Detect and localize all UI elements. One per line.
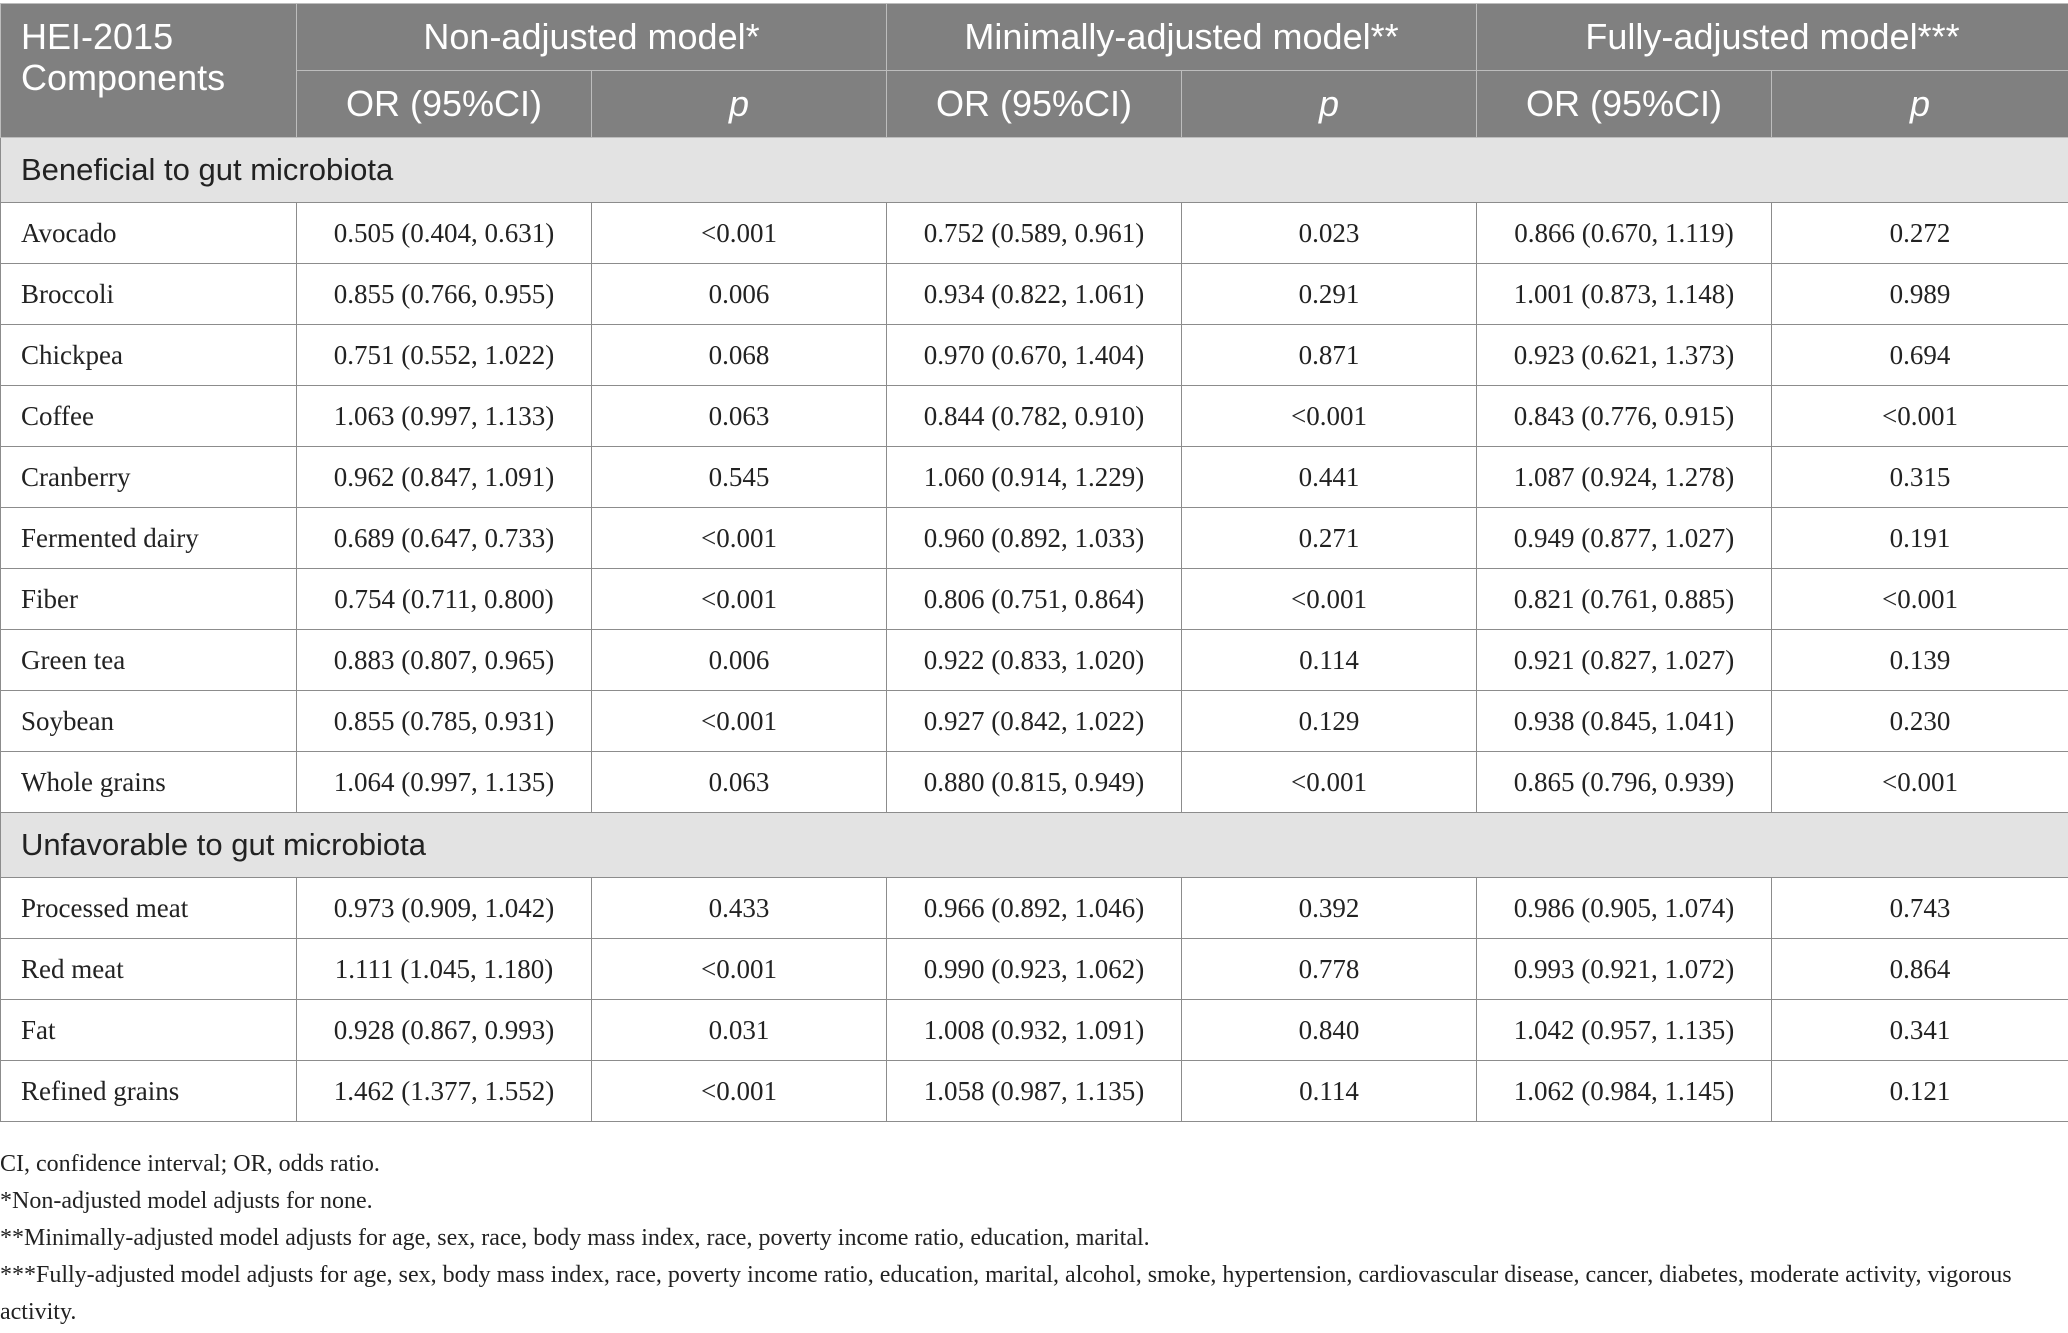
header-non-adjusted: Non-adjusted model* — [297, 4, 887, 71]
odds-ratio-cell: 1.058 (0.987, 1.135) — [887, 1061, 1182, 1122]
p-value-cell: <0.001 — [1772, 386, 2068, 447]
p-value-cell: 0.871 — [1182, 325, 1477, 386]
table-row — [1, 752, 2068, 813]
odds-ratio-cell: 1.042 (0.957, 1.135) — [1477, 1000, 1772, 1061]
odds-ratio-cell: 0.866 (0.670, 1.119) — [1477, 203, 1772, 264]
p-value-cell: 0.023 — [1182, 203, 1477, 264]
p-value-cell: 0.114 — [1182, 1061, 1477, 1122]
table-row — [1, 203, 2068, 264]
p-value-cell: 0.315 — [1772, 447, 2068, 508]
component-name: Soybean — [1, 691, 297, 752]
footnote-non-adjusted: *Non-adjusted model adjusts for none. — [0, 1188, 373, 1214]
component-name: Cranberry — [1, 447, 297, 508]
p-value-cell: 0.743 — [1772, 878, 2068, 939]
p-value-cell: 0.840 — [1182, 1000, 1477, 1061]
odds-ratio-cell: 0.754 (0.711, 0.800) — [297, 569, 592, 630]
table-row — [1, 386, 2068, 447]
odds-ratio-cell: 1.462 (1.377, 1.552) — [297, 1061, 592, 1122]
table-row — [1, 1061, 2068, 1122]
odds-ratio-cell: 0.921 (0.827, 1.027) — [1477, 630, 1772, 691]
odds-ratio-cell: 0.883 (0.807, 0.965) — [297, 630, 592, 691]
p-value-cell: 0.006 — [592, 630, 887, 691]
section-title: Unfavorable to gut microbiota — [1, 813, 2068, 878]
odds-ratio-cell: 0.966 (0.892, 1.046) — [887, 878, 1182, 939]
p-value-cell: <0.001 — [1182, 569, 1477, 630]
odds-ratio-cell: 0.752 (0.589, 0.961) — [887, 203, 1182, 264]
p-value-cell: <0.001 — [1182, 752, 1477, 813]
p-value-cell: 0.191 — [1772, 508, 2068, 569]
p-value-cell: 0.031 — [592, 1000, 887, 1061]
header-components: HEI-2015 Components — [1, 4, 297, 138]
component-name: Fermented dairy — [1, 508, 297, 569]
odds-ratio-cell: 0.938 (0.845, 1.041) — [1477, 691, 1772, 752]
odds-ratio-cell: 1.063 (0.997, 1.133) — [297, 386, 592, 447]
odds-ratio-cell: 0.865 (0.796, 0.939) — [1477, 752, 1772, 813]
odds-ratio-cell: 0.923 (0.621, 1.373) — [1477, 325, 1772, 386]
odds-ratio-cell: 0.990 (0.923, 1.062) — [887, 939, 1182, 1000]
p-value-cell: 0.441 — [1182, 447, 1477, 508]
odds-ratio-cell: 0.844 (0.782, 0.910) — [887, 386, 1182, 447]
odds-ratio-cell: 0.986 (0.905, 1.074) — [1477, 878, 1772, 939]
p-value-cell: <0.001 — [1772, 752, 2068, 813]
p-value-cell: <0.001 — [1182, 386, 1477, 447]
header-or: OR (95%CI) — [297, 71, 592, 138]
p-value-cell: 0.778 — [1182, 939, 1477, 1000]
table-row — [1, 691, 2068, 752]
odds-ratio-cell: 1.111 (1.045, 1.180) — [297, 939, 592, 1000]
section-title: Beneficial to gut microbiota — [1, 138, 2068, 203]
table-row — [1, 325, 2068, 386]
table-row — [1, 939, 2068, 1000]
odds-ratio-cell: 0.973 (0.909, 1.042) — [297, 878, 592, 939]
p-value-cell: 0.272 — [1772, 203, 2068, 264]
header-p: p — [592, 71, 887, 138]
odds-ratio-cell: 0.962 (0.847, 1.091) — [297, 447, 592, 508]
odds-ratio-cell: 0.821 (0.761, 0.885) — [1477, 569, 1772, 630]
table-body — [1, 138, 2068, 1122]
p-value-cell: 0.068 — [592, 325, 887, 386]
table-row — [1, 447, 2068, 508]
footnote-abbreviations: CI, confidence interval; OR, odds ratio. — [0, 1151, 380, 1177]
p-value-cell: 0.545 — [592, 447, 887, 508]
odds-ratio-cell: 0.993 (0.921, 1.072) — [1477, 939, 1772, 1000]
p-value-cell: 0.271 — [1182, 508, 1477, 569]
p-value-cell: 0.230 — [1772, 691, 2068, 752]
p-value-cell: <0.001 — [592, 569, 887, 630]
header-p: p — [1772, 71, 2068, 138]
odds-ratio-cell: 0.949 (0.877, 1.027) — [1477, 508, 1772, 569]
odds-ratio-cell: 1.060 (0.914, 1.229) — [887, 447, 1182, 508]
odds-ratio-cell: 0.960 (0.892, 1.033) — [887, 508, 1182, 569]
table-row — [1, 630, 2068, 691]
odds-ratio-cell: 1.087 (0.924, 1.278) — [1477, 447, 1772, 508]
odds-ratio-cell: 0.934 (0.822, 1.061) — [887, 264, 1182, 325]
table-row — [1, 878, 2068, 939]
component-name: Processed meat — [1, 878, 297, 939]
odds-ratio-cell: 1.062 (0.984, 1.145) — [1477, 1061, 1772, 1122]
p-value-cell: 0.291 — [1182, 264, 1477, 325]
p-value-cell: <0.001 — [592, 939, 887, 1000]
component-name: Fat — [1, 1000, 297, 1061]
odds-ratio-cell: 0.928 (0.867, 0.993) — [297, 1000, 592, 1061]
table-row — [1, 569, 2068, 630]
header-or: OR (95%CI) — [1477, 71, 1772, 138]
p-value-cell: 0.129 — [1182, 691, 1477, 752]
component-name: Chickpea — [1, 325, 297, 386]
p-value-cell: 0.864 — [1772, 939, 2068, 1000]
odds-ratio-cell: 0.689 (0.647, 0.733) — [297, 508, 592, 569]
odds-ratio-cell: 1.001 (0.873, 1.148) — [1477, 264, 1772, 325]
p-value-cell: 0.694 — [1772, 325, 2068, 386]
odds-ratio-cell: 0.751 (0.552, 1.022) — [297, 325, 592, 386]
p-value-cell: <0.001 — [592, 691, 887, 752]
component-name: Refined grains — [1, 1061, 297, 1122]
table-header — [1, 4, 2068, 138]
p-value-cell: 0.121 — [1772, 1061, 2068, 1122]
p-value-cell: 0.392 — [1182, 878, 1477, 939]
p-value-cell: 0.989 — [1772, 264, 2068, 325]
odds-ratio-cell: 0.505 (0.404, 0.631) — [297, 203, 592, 264]
section-row — [1, 138, 2068, 203]
header-or: OR (95%CI) — [887, 71, 1182, 138]
p-value-cell: 0.006 — [592, 264, 887, 325]
p-value-cell: <0.001 — [592, 508, 887, 569]
odds-ratio-cell: 0.970 (0.670, 1.404) — [887, 325, 1182, 386]
p-value-cell: <0.001 — [1772, 569, 2068, 630]
odds-ratio-cell: 0.806 (0.751, 0.864) — [887, 569, 1182, 630]
component-name: Fiber — [1, 569, 297, 630]
p-value-cell: <0.001 — [592, 1061, 887, 1122]
component-name: Coffee — [1, 386, 297, 447]
odds-ratio-cell: 0.855 (0.766, 0.955) — [297, 264, 592, 325]
footnote-fully-adjusted: ***Fully-adjusted model adjusts for age, sex, body mass index, race, poverty income ratio, education, marital, alcohol, smoke, hypertension, cardiovascular disease, cancer, diabetes, moderate activity, vigorous activity. — [0, 1262, 2012, 1325]
footnote-minimally-adjusted: **Minimally-adjusted model adjusts for age, sex, race, body mass index, race, poverty income ratio, education, marital. — [0, 1225, 1150, 1251]
p-value-cell: 0.063 — [592, 752, 887, 813]
table-row — [1, 508, 2068, 569]
p-value-cell: 0.341 — [1772, 1000, 2068, 1061]
p-value-cell: 0.063 — [592, 386, 887, 447]
odds-ratio-cell: 0.880 (0.815, 0.949) — [887, 752, 1182, 813]
component-name: Red meat — [1, 939, 297, 1000]
odds-ratio-cell: 0.843 (0.776, 0.915) — [1477, 386, 1772, 447]
component-name: Whole grains — [1, 752, 297, 813]
section-row — [1, 813, 2068, 878]
p-value-cell: 0.433 — [592, 878, 887, 939]
table-row — [1, 1000, 2068, 1061]
header-minimally-adjusted: Minimally-adjusted model** — [887, 4, 1477, 71]
odds-ratio-cell: 0.922 (0.833, 1.020) — [887, 630, 1182, 691]
results-table — [0, 3, 2068, 1122]
header-p: p — [1182, 71, 1477, 138]
odds-ratio-cell: 0.927 (0.842, 1.022) — [887, 691, 1182, 752]
p-value-cell: 0.114 — [1182, 630, 1477, 691]
p-value-cell: 0.139 — [1772, 630, 2068, 691]
table-row — [1, 264, 2068, 325]
component-name: Green tea — [1, 630, 297, 691]
odds-ratio-cell: 1.064 (0.997, 1.135) — [297, 752, 592, 813]
odds-ratio-cell: 1.008 (0.932, 1.091) — [887, 1000, 1182, 1061]
footnotes — [0, 1146, 2060, 1331]
header-fully-adjusted: Fully-adjusted model*** — [1477, 4, 2068, 71]
component-name: Avocado — [1, 203, 297, 264]
p-value-cell: <0.001 — [592, 203, 887, 264]
component-name: Broccoli — [1, 264, 297, 325]
odds-ratio-cell: 0.855 (0.785, 0.931) — [297, 691, 592, 752]
